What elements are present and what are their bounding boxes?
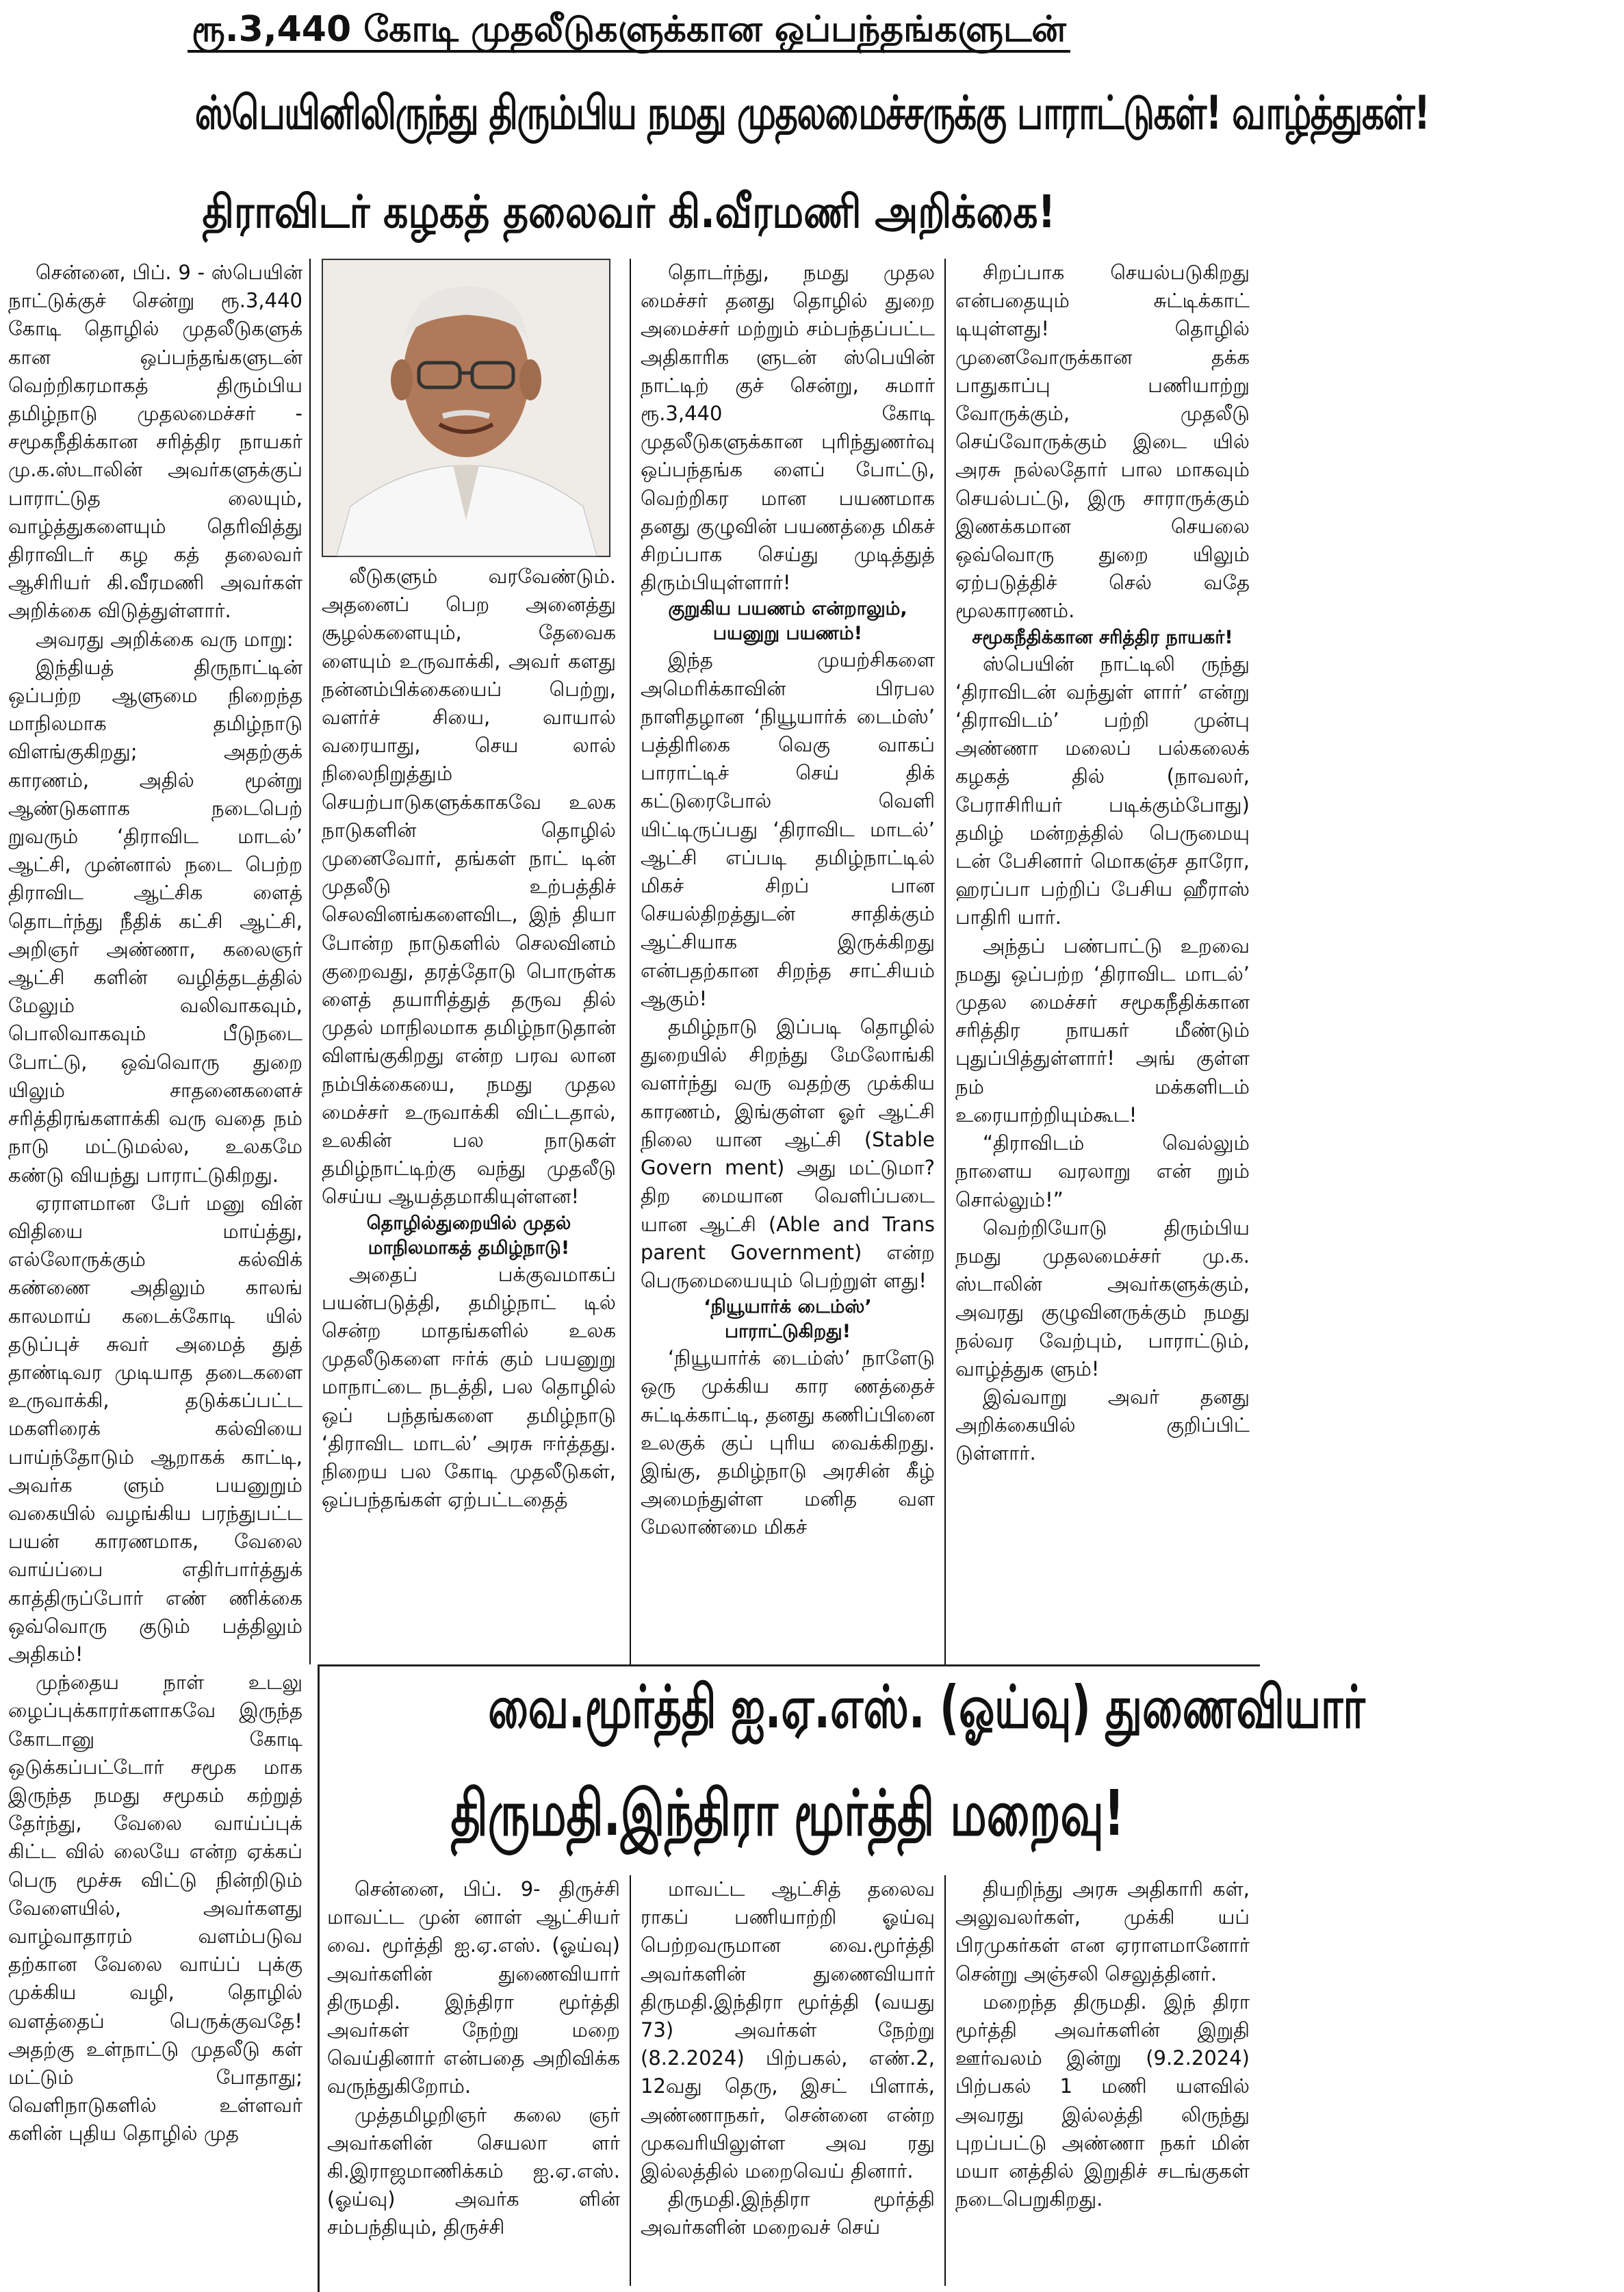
paragraph: அதைப் பக்குவமாகப் பயன்படுத்தி, தமிழ்நாட் டில் சென்ற மாதங்களில் உலக முதலீடுகளை ஈர்க் கும் பயனுறு மாநாட்டை நடத்தி, பல தொழில் ஒப் பந்தங்களை தமிழ்நாடு ‘திராவிட மாடல்’ அரசு ஈர்த்தது. நிறைய பல கோடி முதலீடுகள், ஒப்பந்தங்கள் ஏற்பட்டதைத் xyxy=(322,1262,616,1512)
portrait-image xyxy=(323,260,609,556)
paragraph: சென்னை, பிப். 9 - ஸ்பெயின் நாட்டுக்குச் சென்று ரூ.3,440 கோடி தொழில் முதலீடுகளுக் கான ஒப்பந்தங்களுடன் வெற்றிகரமாகத் திரும்பிய தமிழ்நாடு முதலமைச்சர் - சமூகநீதிக்கான சரித்திர நாயகர் மு.க.ஸ்டாலின் அவர்களுக்குப் பாராட்டுத லையும், வாழ்த்துகளையும் தெரிவித்து திராவிடர் கழ கத் தலைவர் ஆசிரியர் கி.வீரமணி அவர்கள் அறிக்கை விடுத்துள்ளார். xyxy=(8,261,302,623)
paragraph: சிறப்பாக செயல்படுகிறது என்பதையும் சுட்டிக்காட் டியுள்ளது! தொழில் முனைவோருக்கான தக்க பாதுகாப்பு பணியாற்று வோருக்கும், முதலீடு செய்வோருக்கும் இடை யில் அரசு நல்லதோர் பால மாகவும் செயல்பட்டு, இரு சாராருக்கும் இணக்கமான செயலை ஒவ்வொரு துறை யிலும் ஏற்படுத்திச் செல் வதே மூலகாரணம். xyxy=(955,261,1250,623)
section-heading: ‘நியூயார்க் டைம்ஸ்’ பாராட்டுகிறது! xyxy=(704,1296,872,1343)
paragraph: வெற்றியோடு திரும்பிய நமது முதலமைச்சர் மு.க. ஸ்டாலின் அவர்களுக்கும், அவரது குழுவினருக்கும் நமது நல்வர வேற்பும், பாராட்டும், வாழ்த்துக ளும்! xyxy=(955,1215,1250,1380)
section-heading: குறுகிய பயணம் என்றாலும், பயனுறு பயணம்! xyxy=(668,598,907,645)
paragraph: தொடர்ந்து, நமது முதல மைச்சர் தனது தொழில் துறை அமைச்சர் மற்றும் சம்பந்தப்பட்ட அதிகாரிக ளுடன் ஸ்பெயின் நாட்டிற் குச் சென்று, சுமார் ரூ.3,440 கோடி முதலீடுகளுக்கான புரிந்துணர்வு ஒப்பந்தங்க ளைப் போட்டு, வெற்றிகர மான பயணமாக தனது குழுவின் பயணத்தை மிகச் சிறப்பாக செய்து முடித்துத் திரும்பியுள்ளார்! xyxy=(641,261,935,595)
section-heading: தொழில்துறையில் முதல் மாநிலமாகத் தமிழ்நாடு! xyxy=(366,1212,571,1259)
article-column-4 xyxy=(955,259,1250,1658)
paragraph: இந்தியத் திருநாட்டின் ஒப்பற்ற ஆளுமை நிறைந்த மாநிலமாக தமிழ்நாடு விளங்குகிறது; அதற்குக் காரணம், அதில் மூன்று ஆண்டுகளாக நடைபெற் றுவரும் ‘திராவிட மாடல்’ ஆட்சி, முன்னால் நடை பெற்ற திராவிட ஆட்சிக ளைத் தொடர்ந்து நீதிக் கட்சி ஆட்சி, அறிஞர் அண்ணா, கலைஞர் ஆட்சி களின் வழித்தடத்தில் மேலும் வலிவாகவும், பொலிவாகவும் பீடுநடை போட்டு, ஒவ்வொரு துறை யிலும் சாதனைகளைச் சரித்திரங்களாக்கி வரு வதை நம் நாடு மட்டுமல்ல, உலகமே கண்டு வியந்து பாராட்டுகிறது. xyxy=(8,655,302,1187)
paragraph: ஸ்பெயின் நாட்டிலி ருந்து ‘திராவிடன் வந்துள் ளார்’ என்று ‘திராவிடம்’ பற்றி முன்பு அண்ணா மலைப் பல்கலைக் கழகத் தில் (நாவலர், பேராசிரியர் படிக்கும்போது) தமிழ் மன்றத்தில் பெருமையு டன் பேசினார் மொகஞ்ச தாரோ, ஹரப்பா பற்றிப் பேசிய ஹீராஸ் பாதிரி யார். xyxy=(955,652,1250,929)
article-column-1 xyxy=(8,259,302,2286)
obituary-column-3 xyxy=(955,1875,1250,2286)
paragraph: தமிழ்நாடு இப்படி தொழில் துறையில் சிறந்து மேலோங்கி வளர்ந்து வரு வதற்கு முக்கிய காரணம், இங்குள்ள ஓர் ஆட்சி நிலை யான ஆட்சி (Stable Govern ment) அது மட்டுமா? திற மையான வெளிப்படை யான ஆட்சி (Able and Trans parent Government) என்ற பெருமையையும் பெற்றுள் ளது! xyxy=(641,1015,935,1292)
main-headline: ஸ்பெயினிலிருந்து திரும்பிய நமது முதலமைச்சருக்கு பாராட்டுகள்! வாழ்த்துகள்! xyxy=(194,86,1430,140)
column-rule xyxy=(309,259,311,1664)
paragraph: மாவட்ட ஆட்சித் தலைவ ராகப் பணியாற்றி ஓய்வு பெற்றவருமான வை.மூர்த்தி அவர்களின் துணைவியார் திருமதி.இந்திரா மூர்த்தி (வயது 73) அவர்கள் நேற்று (8.2.2024) பிற்பகல், எண்.2, 12வது தெரு, இசட் பிளாக், அண்ணாநகர், சென்னை என்ற முகவரியிலுள்ள அவ ரது இல்லத்தில் மறைவெய் தினார். xyxy=(641,1877,935,2183)
paragraph: ஏராளமான பேர் மனு வின் விதியை மாய்த்து, எல்லோருக்கும் கல்விக் கண்ணை அதிலும் காலங் காலமாய் கடைக்கோடி யில் தடுப்புச் சுவர் அமைத் துத் தாண்டிவர முடியாத தடைகளை உருவாக்கி, தடுக்கப்பட்ட மகளிரைக் கல்வியை பாய்ந்தோடும் ஆறாகக் காட்டி, அவர்க ளும் பயனுறும் வகையில் வழங்கிய பரந்துபட்ட பயன் காரணமாக, வேலை வாய்ப்பை எதிர்பார்த்துக் காத்திருப்போர் எண் ணிக்கை ஒவ்வொரு குடும் பத்திலும் அதிகம்! xyxy=(8,1191,302,1666)
kicker-headline: ரூ.3,440 கோடி முதலீடுகளுக்கான ஒப்பந்தங்களுடன் xyxy=(0,5,1258,53)
portrait-photo xyxy=(322,259,610,557)
paragraph: ‘நியூயார்க் டைம்ஸ்’ நாளேடு ஒரு முக்கிய கார ணத்தைச் சுட்டிக்காட்டி, தனது கணிப்பினை உலகுக் குப் புரிய வைக்கிறது. இங்கு, தமிழ்நாடு அரசின் கீழ் அமைந்துள்ள மனித வள மேலாண்மை மிகச் xyxy=(641,1346,935,1539)
paragraph: சென்னை, பிப். 9- திருச்சி மாவட்ட முன் னாள் ஆட்சியர் வை. மூர்த்தி ஐ.ஏ.எஸ். (ஓய்வு) அவர்களின் துணைவியார் திருமதி. இந்திரா மூர்த்தி அவர்கள் நேற்று மறை வெய்தினார் என்பதை அறிவிக்க வருந்துகிறோம். xyxy=(327,1877,620,2098)
paragraph: தியறிந்து அரசு அதிகாரி கள், அலுவலர்கள், முக்கி யப் பிரமுகர்கள் என ஏராளமானோர் சென்று அஞ்சலி செலுத்தினர். xyxy=(955,1877,1250,1985)
column-rule xyxy=(630,259,631,1664)
sub-headline: திராவிடர் கழகத் தலைவர் கி.வீரமணி அறிக்கை! xyxy=(202,185,1056,238)
paragraph: திருமதி.இந்திரா மூர்த்தி அவர்களின் மறைவச் செய் xyxy=(641,2187,935,2239)
paragraph: “திராவிடம் வெல்லும் நாளைய வரலாறு என் றும் சொல்லும்!” xyxy=(955,1131,1250,1211)
paragraph: இவ்வாறு அவர் தனது அறிக்கையில் குறிப்பிட் டுள்ளார். xyxy=(955,1385,1250,1465)
obituary-column-2 xyxy=(641,1875,935,2286)
obituary-headline-1: வை.மூர்த்தி ஐ.ஏ.எஸ். (ஓய்வு) துணைவியார் xyxy=(488,1673,1365,1742)
obituary-column-1 xyxy=(327,1875,620,2286)
paragraph: முத்தமிழறிஞர் கலை ஞர் அவர்களின் செயலா ளர் கி.இராஜமாணிக்கம் ஐ.ஏ.எஸ். (ஓய்வு) அவர்க ளின் சம்பந்தியும், திருச்சி xyxy=(327,2102,620,2239)
paragraph: மறைந்த திருமதி. இந் திரா மூர்த்தி அவர்களின் இறுதி ஊர்வலம் இன்று (9.2.2024) பிற்பகல் 1 மணி யளவில் அவரது இல்லத்தி லிருந்து புறப்பட்டு அண்ணா நகர் மின் மயா னத்தில் இறுதிச் சடங்குகள் நடைபெறுகிறது. xyxy=(955,1990,1250,2211)
paragraph: இந்த முயற்சிகளை அமெரிக்காவின் பிரபல நாளிதழான ‘நியூயார்க் டைம்ஸ்’ பத்திரிகை வெகு வாகப் பாராட்டிச் செய் திக் கட்டுரைபோல் வெளி யிட்டிருப்பது ‘திராவிட மாடல்’ ஆட்சி எப்படி தமிழ்நாட்டில் மிகச் சிறப் பான செயல்திறத்துடன் சாதிக்கும் ஆட்சியாக இருக்கிறது என்பதற்கான சிறந்த சாட்சியம் ஆகும்! xyxy=(641,648,935,1010)
obituary-headline-2: திருமதி.இந்திரா மூர்த்தி மறைவு! xyxy=(450,1777,1125,1850)
paragraph: லீடுகளும் வரவேண்டும். அதனைப் பெற அனைத்து சூழல்களையும், தேவைக ளையும் உருவாக்கி, அவர் களது நன்னம்பிக்கையைப் பெற்று, வளர்ச் சியை, வாயால் வரையாது, செய லால் நிலைநிறுத்தும் செயற்பாடுகளுக்காகவே உலக நாடுகளின் தொழில் முனைவோர், தங்கள் நாட் டின் முதலீடு உற்பத்திச் செலவினங்களைவிட, இந் தியா போன்ற நாடுகளில் செலவினம் குறைவது, தரத்தோடு பொருள்க ளைத் தயாரித்துத் தருவ தில் முதல் மாநிலமாக தமிழ்நாடுதான் விளங்குகிறது என்ற பரவ லான நம்பிக்கையை, நமது முதல மைச்சர் உருவாக்கி விட்டதால், உலகின் பல நாடுகள் தமிழ்நாட்டிற்கு வந்து முதலீடு செய்ய ஆயத்தமாகியுள்ளன! xyxy=(322,565,616,1209)
column-rule xyxy=(944,259,946,1664)
article-column-3 xyxy=(641,259,935,1658)
column-rule xyxy=(944,1875,946,2286)
paragraph: முந்தைய நாள் உடலு ழைப்புக்காரர்களாகவே இருந்த கோடானு கோடி ஒடுக்கப்பட்டோர் சமூக மாக இருந்த நமது சமூகம் கற்றுத் தேர்ந்து, வேலை வாய்ப்புக் கிட்ட வில் லையே என்ற ஏக்கப் பெரு மூச்சு விட்டு நின்றிடும் வேளையில், அவர்களது வாழ்வாதாரம் வளம்படுவ தற்கான வேலை வாய்ப் புக்கு முக்கிய வழி, தொழில் வளத்தைப் பெருக்குவதே! அதற்கு உள்நாட்டு முதலீடு கள் மட்டும் போதாது; வெளிநாடுகளில் உள்ளவர் களின் புதிய தொழில் முத xyxy=(8,1671,302,2146)
paragraph: அந்தப் பண்பாட்டு உறவை நமது ஒப்பற்ற ‘திராவிட மாடல்’ முதல மைச்சர் சமூகநீதிக்கான சரித்திர நாயகர் மீண்டும் புதுப்பித்துள்ளார்! அங் குள்ள நம் மக்களிடம் உரையாற்றியும்கூட! xyxy=(955,933,1250,1126)
article-column-2 xyxy=(322,563,616,1658)
section-heading: சமூகநீதிக்கான சரித்திர நாயகர்! xyxy=(972,626,1233,648)
column-rule xyxy=(630,1875,631,2286)
paragraph: அவரது அறிக்கை வரு மாறு: xyxy=(36,627,294,651)
